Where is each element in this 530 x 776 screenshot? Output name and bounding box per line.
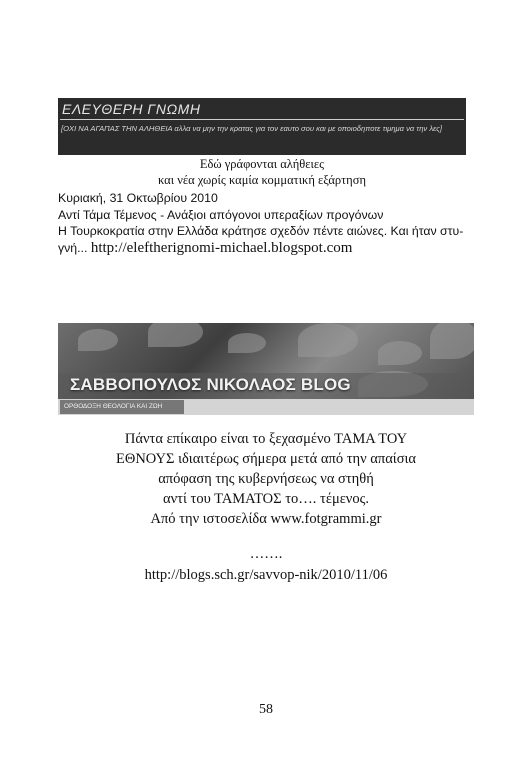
post-date: Κυριακή, 31 Οκτωβρίου 2010: [58, 191, 218, 205]
intro-line-1: Εδώ γράφονται αλήθειες: [199, 157, 325, 171]
post-text-start: γνή...: [58, 241, 91, 255]
body-line-2: ΕΘΝΟΥΣ ιδιαιτέρως σήμερα μετά από την απαίσια: [115, 451, 417, 467]
post-text-line-2: [58, 240, 478, 257]
body-line-1: Πάντα επίκαιρο είναι το ξεχασμένο ΤΑΜΑ ΤΟΥ: [124, 431, 408, 447]
body-line-5: Από την ιστοσελίδα www.fotgrammi.gr: [150, 511, 382, 527]
body-ellipsis: …….: [249, 546, 283, 562]
post-headline: Αντί Τάμα Τέμενος - Ανάξιοι απόγονοι υπεραξίων προγόνων: [58, 208, 384, 222]
page-number: 58: [259, 702, 273, 717]
nav-tab-theology[interactable]: ΟΡΘΟΔΟΞΗ ΘΕΟΛΟΓΙΑ ΚΑΙ ΖΩΗ: [60, 400, 184, 414]
foliage-shape: [298, 323, 358, 357]
banner-subtitle: [ΟΧΙ ΝΑ ΑΓΑΠΑΣ ΤΗΝ ΑΛΗΘΕΙΑ αλλα να μην την κρατας για τον εαυτο σου και με οποιοδηποτε τιμημα να την λες]: [61, 124, 442, 133]
blog-banner-savvopoulos: [58, 323, 474, 415]
foliage-shape: [78, 329, 118, 351]
foliage-shape: [228, 333, 266, 353]
body-line-3: απόφαση της κυβερνήσεως να στηθή: [158, 471, 374, 487]
banner-divider: [60, 119, 464, 120]
intro-line-2: και νέα χωρίς καμία κομματική εξάρτηση: [157, 173, 366, 187]
foliage-shape: [378, 341, 422, 365]
banner-title: ΣΑΒΒΟΠΟΥΛΟΣ ΝΙΚΟΛΑΟΣ BLOG: [70, 375, 351, 394]
post-text-line-1: Η Τουρκοκρατία στην Ελλάδα κράτησε σχεδόν πέντε αιώνες. Και ήταν στυ-: [58, 224, 464, 238]
banner-title: ΕΛΕΥΘΕΡΗ ΓΝΩΜΗ: [62, 101, 201, 117]
foliage-shape: [430, 323, 474, 359]
body-line-4: αντί του ΤΑΜΑΤΟΣ το…. τέμενος.: [163, 491, 369, 507]
blog-banner-eleftheri-gnomi: [58, 98, 466, 155]
foliage-shape: [148, 323, 203, 347]
blog-url-link[interactable]: http://eleftherignomi-michael.blogspot.com: [90, 240, 353, 256]
source-url-link[interactable]: http://blogs.sch.gr/savvop-nik/2010/11/06: [144, 567, 388, 583]
